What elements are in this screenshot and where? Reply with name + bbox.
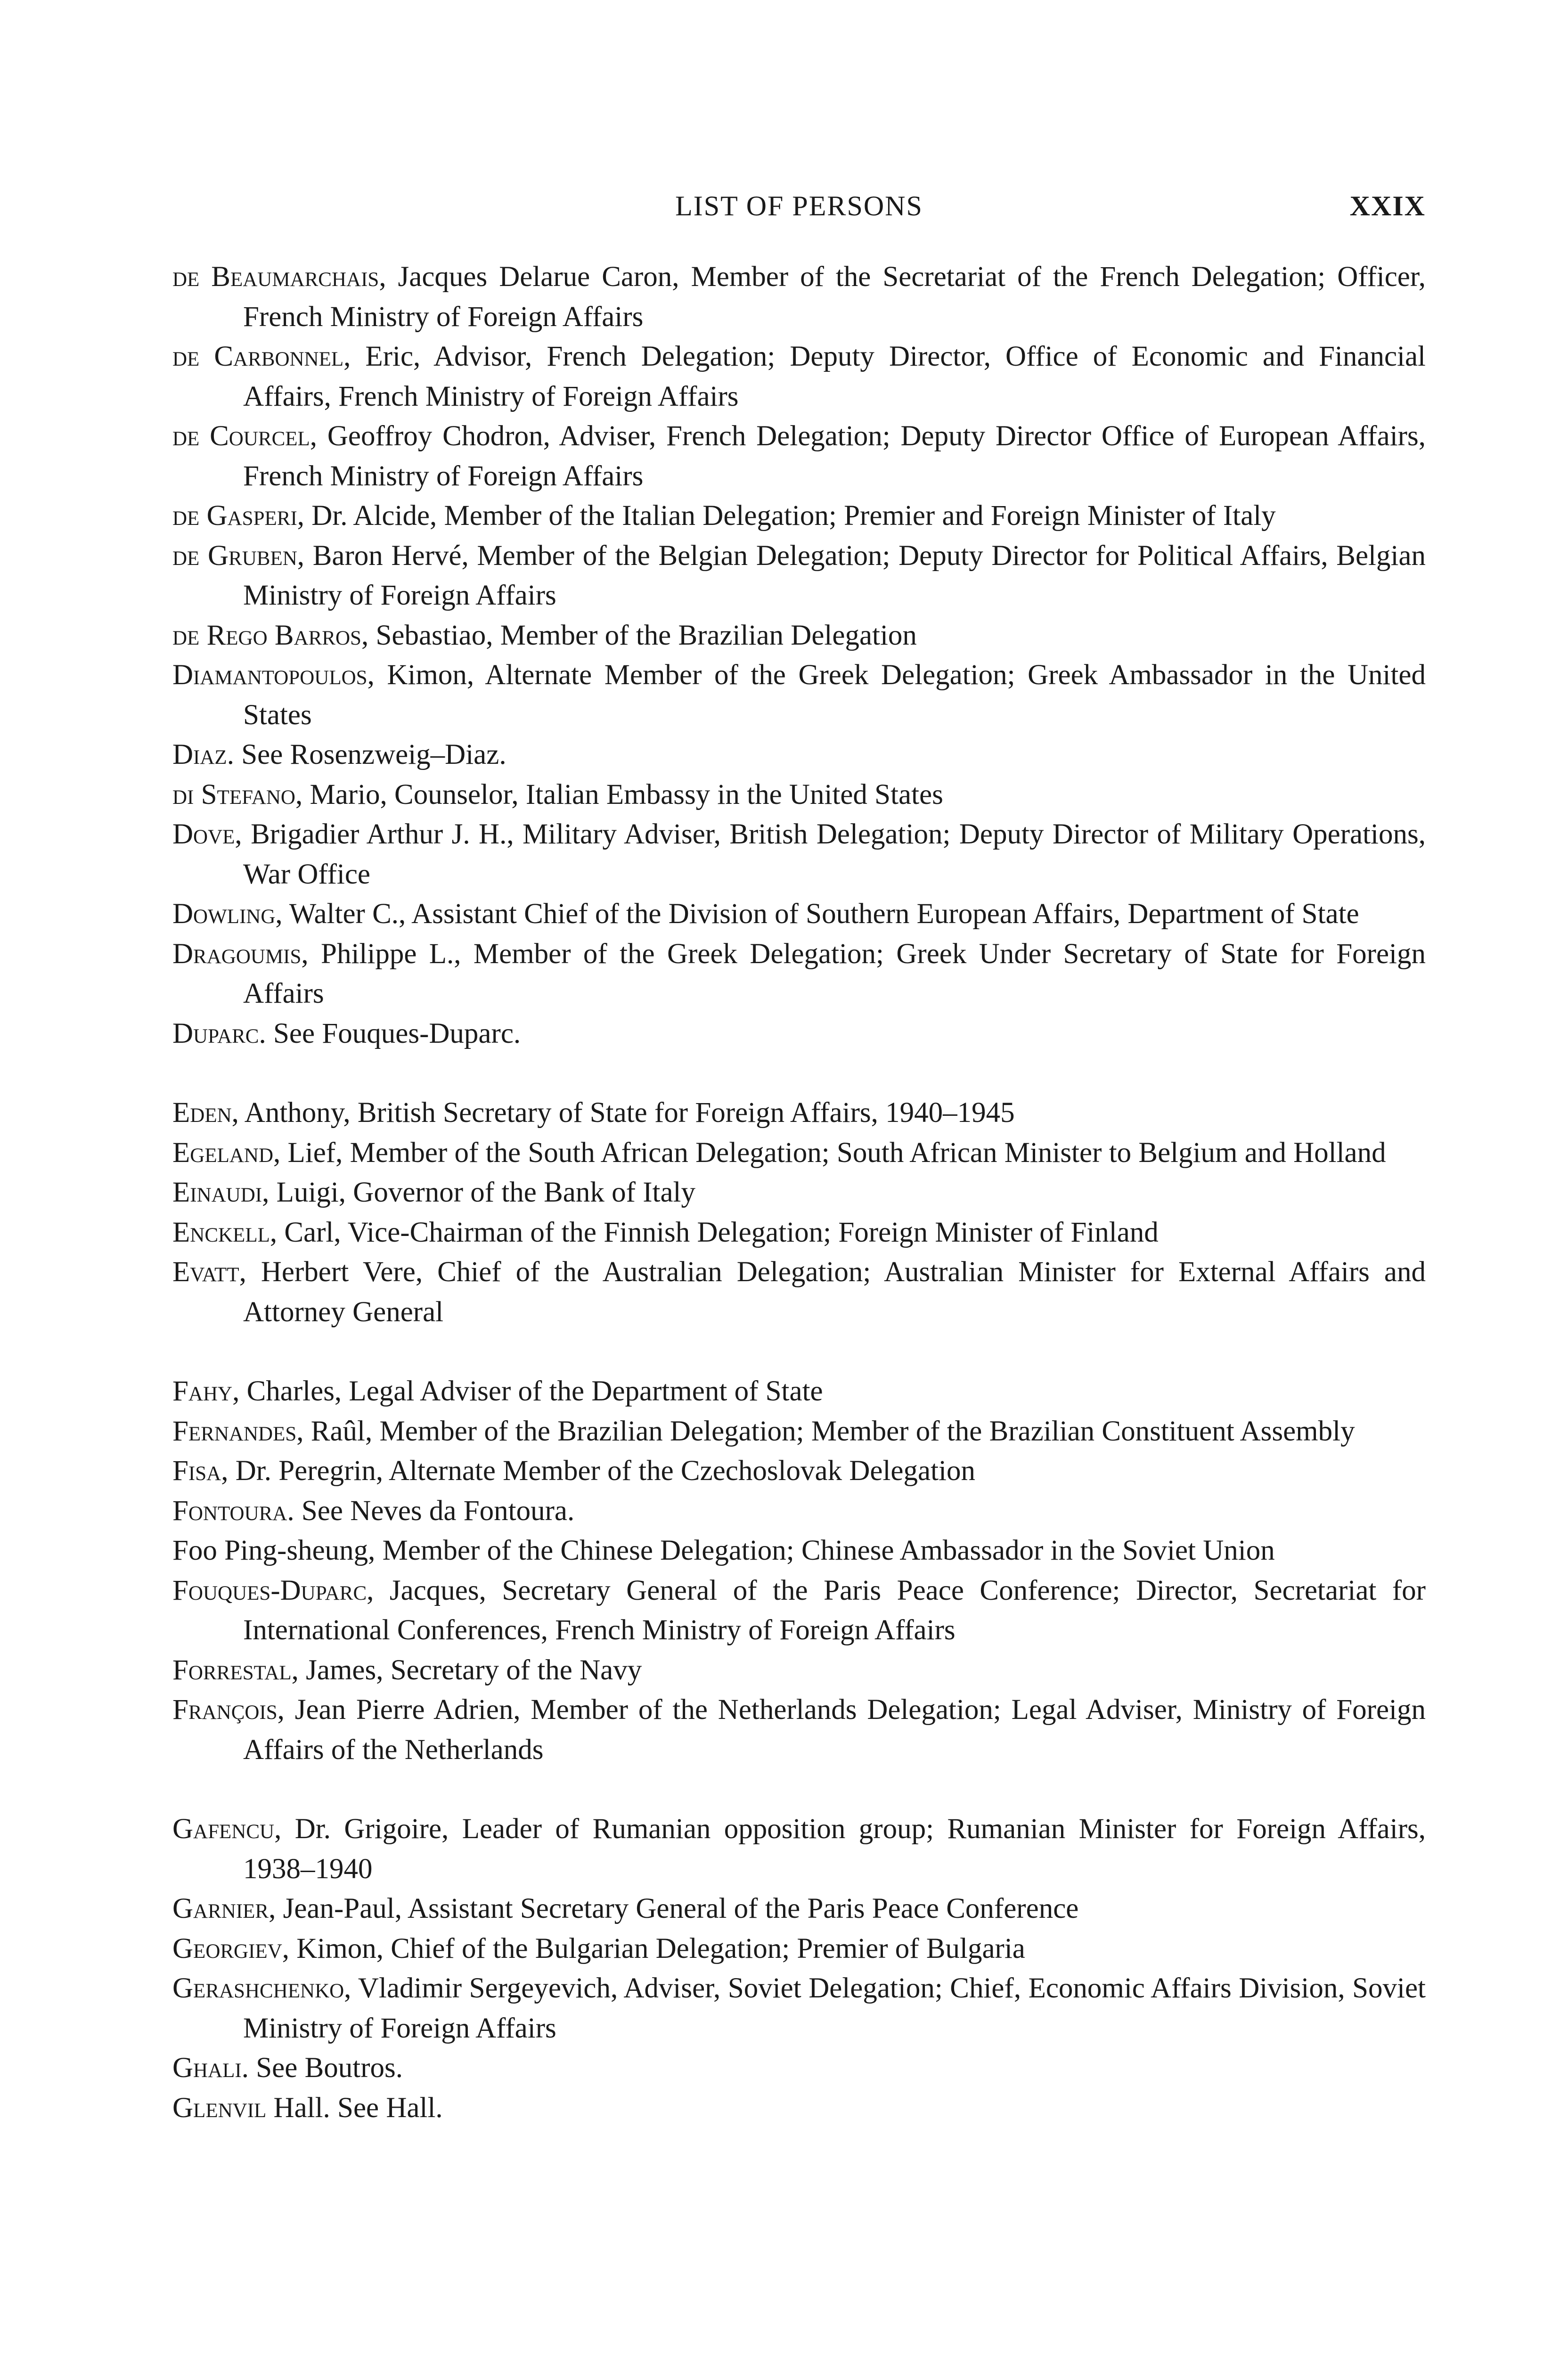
page-number: XXIX (1349, 190, 1426, 221)
section-g (172, 1809, 1426, 2128)
entry-text: Dr. Grigoire, Leader of Rumanian opposition group; Rumanian Minister for Foreign Affairs, 1938–1940 (243, 1813, 1426, 1885)
list-entry (172, 2088, 1426, 2128)
entry-text: Kimon, Alternate Member of the Greek Delegation; Greek Ambassador in the United States (243, 659, 1426, 731)
person-list (172, 257, 1426, 2128)
entry-name: Georgiev, (172, 1932, 289, 1964)
entry-text: Foo Ping-sheung, Member of the Chinese Delegation; Chinese Ambassador in the Soviet Union (172, 1535, 1275, 1566)
entry-text: Jean-Paul, Assistant Secretary General of the Paris Peace Conference (276, 1893, 1079, 1924)
list-entry (172, 1531, 1426, 1571)
entry-name: de Rego Barros, (172, 619, 369, 651)
entry-name: Einaudi, (172, 1177, 270, 1208)
list-entry (172, 1093, 1426, 1133)
entry-name: Evatt, (172, 1256, 246, 1288)
entry-text: Hall. See Hall. (266, 2092, 443, 2124)
entry-name: de Gruben, (172, 540, 305, 572)
entry-text: Walter C., Assistant Chief of the Division of Southern European Affairs, Department of State (282, 898, 1359, 930)
entry-name: Enckell, (172, 1216, 278, 1248)
entry-text: Baron Hervé, Member of the Belgian Delegation; Deputy Director for Political Affairs, Belgian Ministry of Foreign Affairs (243, 540, 1426, 611)
entry-text: See Rosenzweig–Diaz. (234, 739, 506, 770)
list-entry (172, 1252, 1426, 1332)
entry-name: Gerashchenko, (172, 1972, 351, 2004)
entry-name: Fontoura. (172, 1495, 294, 1527)
entry-text: Mario, Counselor, Italian Embassy in the United States (302, 778, 943, 810)
entry-name: Duparc. (172, 1017, 266, 1049)
entry-name: de Carbonnel, (172, 341, 351, 372)
entry-text: Geoffroy Chodron, Adviser, French Delegation; Deputy Director Office of European Affairs, French Ministry of Foreign Affairs (243, 420, 1426, 492)
entry-text: Charles, Legal Adviser of the Department of State (239, 1375, 823, 1407)
list-entry (172, 815, 1426, 894)
entry-text: Carl, Vice-Chairman of the Finnish Delegation; Foreign Minister of Finland (277, 1216, 1159, 1248)
entry-name: Fisa, (172, 1455, 229, 1487)
page-title: LIST OF PERSONS (675, 190, 923, 221)
entry-name: di Stefano, (172, 778, 303, 810)
entry-name: Egeland, (172, 1137, 281, 1169)
list-entry (172, 417, 1426, 496)
entry-name: Fahy, (172, 1375, 240, 1407)
list-entry (172, 1690, 1426, 1770)
entry-name: de Gasperi, (172, 500, 305, 532)
list-entry (172, 894, 1426, 934)
list-entry (172, 1451, 1426, 1491)
entry-text: Lief, Member of the South African Delegation; South African Minister to Belgium and Holland (280, 1137, 1386, 1169)
running-head (172, 185, 1426, 227)
entry-name: Fernandes, (172, 1415, 304, 1447)
entry-name: Gafencu, (172, 1813, 282, 1845)
entry-text: Anthony, British Secretary of State for Foreign Affairs, 1940–1945 (238, 1097, 1015, 1129)
section-e (172, 1093, 1426, 1332)
list-entry (172, 1969, 1426, 2048)
list-entry (172, 1014, 1426, 1054)
entry-text: See Fouques-Duparc. (266, 1017, 521, 1049)
entry-text: Luigi, Governor of the Bank of Italy (269, 1177, 695, 1208)
list-entry (172, 1571, 1426, 1651)
list-entry (172, 536, 1426, 616)
entry-name: Dowling, (172, 898, 283, 930)
list-entry (172, 1889, 1426, 1929)
entry-text: Kimon, Chief of the Bulgarian Delegation; Premier of Bulgaria (289, 1932, 1025, 1964)
entry-name: Ghali. (172, 2052, 249, 2084)
list-entry (172, 1809, 1426, 1889)
section-d (172, 257, 1426, 1054)
list-entry (172, 1213, 1426, 1253)
list-entry (172, 775, 1426, 815)
entry-name: Glenvil (172, 2092, 267, 2124)
entry-text: Jacques, Secretary General of the Paris Peace Conference; Director, Secretariat for International Conferences, French Ministry of Foreign Affairs (243, 1574, 1426, 1646)
entry-text: See Boutros. (249, 2052, 403, 2084)
entry-name: Forrestal, (172, 1654, 299, 1686)
entry-text: Brigadier Arthur J. H., Military Adviser, British Delegation; Deputy Director of Military Operations, War Office (242, 818, 1426, 890)
entry-name: Fouques-Duparc, (172, 1574, 374, 1606)
entry-name: Garnier, (172, 1893, 276, 1924)
list-entry (172, 496, 1426, 536)
list-entry (172, 735, 1426, 775)
entry-text: Dr. Peregrin, Alternate Member of the Czechoslovak Delegation (228, 1455, 975, 1487)
entry-text: Philippe L., Member of the Greek Delegation; Greek Under Secretary of State for Foreign Affairs (243, 938, 1426, 1009)
entry-text: James, Secretary of the Navy (298, 1654, 642, 1686)
entry-name: Dove, (172, 818, 242, 850)
entry-text: Jean Pierre Adrien, Member of the Netherlands Delegation; Legal Adviser, Ministry of Foreign Affairs of the Netherlands (243, 1694, 1426, 1766)
list-entry (172, 1173, 1426, 1213)
entry-name: Diaz. (172, 739, 234, 770)
section-f (172, 1372, 1426, 1770)
list-entry (172, 1651, 1426, 1691)
list-entry (172, 1929, 1426, 1969)
entry-name: Eden, (172, 1097, 239, 1129)
list-entry (172, 616, 1426, 656)
entry-name: de Courcel, (172, 420, 318, 452)
list-entry (172, 2048, 1426, 2088)
entry-name: de Beaumarchais, (172, 261, 386, 293)
list-entry (172, 1133, 1426, 1173)
entry-text: Dr. Alcide, Member of the Italian Delegation; Premier and Foreign Minister of Italy (304, 500, 1276, 532)
list-entry (172, 1372, 1426, 1412)
entry-text: Raûl, Member of the Brazilian Delegation; Member of the Brazilian Constituent Assembly (303, 1415, 1355, 1447)
entry-name: François, (172, 1694, 285, 1726)
list-entry (172, 655, 1426, 735)
list-entry (172, 337, 1426, 417)
list-entry (172, 257, 1426, 337)
entry-text: Jacques Delarue Caron, Member of the Secretariat of the French Delegation; Officer, French Ministry of Foreign Affairs (243, 261, 1426, 333)
entry-text: Vladimir Sergeyevich, Adviser, Soviet Delegation; Chief, Economic Affairs Division, Soviet Ministry of Foreign Affairs (243, 1972, 1426, 2044)
list-entry (172, 934, 1426, 1014)
entry-text: Herbert Vere, Chief of the Australian Delegation; Australian Minister for External Affairs and Attorney General (243, 1256, 1426, 1328)
entry-text: Sebastiao, Member of the Brazilian Delegation (368, 619, 917, 651)
entry-text: Eric, Advisor, French Delegation; Deputy Director, Office of Economic and Financial Affairs, French Ministry of Foreign Affairs (243, 341, 1426, 412)
entry-name: Dragoumis, (172, 938, 309, 970)
list-entry (172, 1412, 1426, 1452)
entry-name: Diamantopoulos, (172, 659, 375, 691)
entry-text: See Neves da Fontoura. (294, 1495, 575, 1527)
list-entry (172, 1491, 1426, 1531)
